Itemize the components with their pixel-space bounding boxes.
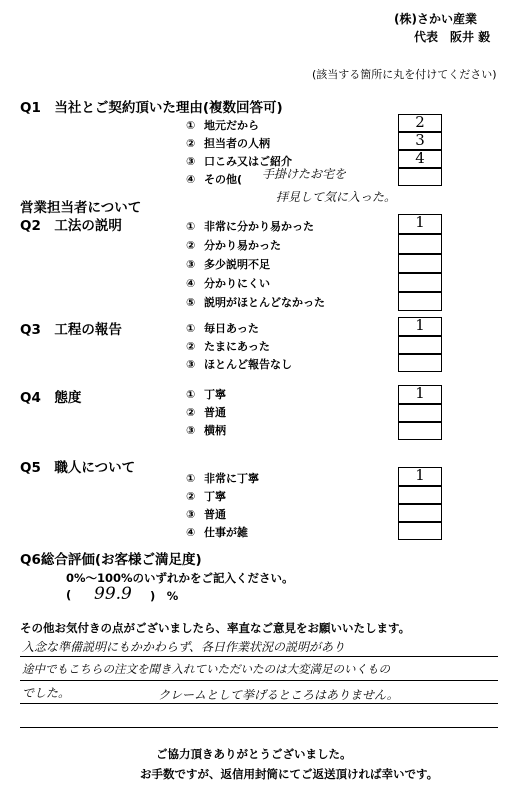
company-name: (株)さかい産業 [394, 12, 477, 26]
q4-option-2-num: ② [186, 406, 196, 419]
q2-option-5-label: 説明がほとんどなかった [204, 296, 325, 309]
q2-option-5-num: ⑤ [186, 296, 196, 309]
q6-close-paren: ) % [150, 589, 179, 603]
q2-option-2-label: 分かり易かった [204, 239, 281, 252]
q5-option-1-num: ① [186, 472, 196, 485]
q1-answer-box-4[interactable] [398, 168, 442, 186]
q5-option-4-label: 仕事が雑 [204, 526, 248, 539]
comment-text-1[interactable]: 入念な準備説明にもかかわらず、各日作業状況の説明があり [22, 640, 346, 654]
q4-option-3[interactable] [186, 422, 226, 438]
q5-option-3-label: 普通 [204, 508, 226, 521]
q2-option-1-label: 非常に分かり易かった [204, 220, 314, 233]
q3-option-2[interactable] [186, 338, 270, 354]
q3-title: Q3 工程の報告 [20, 322, 122, 338]
q5-option-1-label: 非常に丁寧 [204, 472, 259, 485]
q2-option-1[interactable] [186, 218, 314, 234]
q2-option-2[interactable] [186, 237, 281, 253]
q1-option-3-label: 口こみ又はご紹介 [204, 155, 292, 168]
q3-option-2-label: たまにあった [204, 340, 270, 353]
q3-option-1-num: ① [186, 322, 196, 335]
q1-answer-box-2[interactable]: 3 [398, 132, 442, 150]
q4-option-1[interactable] [186, 386, 226, 402]
q1-option-4-label: その他( [204, 173, 243, 186]
comment-text-2[interactable]: 途中でもこちらの注文を聞き入れていただいたのは大変満足のいくもの [22, 662, 390, 676]
comment-line-3 [20, 703, 498, 704]
q2-option-4[interactable] [186, 275, 270, 291]
comment-line-1 [20, 656, 498, 657]
q2-answer-box-3[interactable] [398, 254, 442, 273]
instruction-text: (該当する箇所に丸を付けてください) [312, 68, 497, 81]
q5-answer-box-4[interactable] [398, 522, 442, 540]
q5-option-3[interactable] [186, 506, 226, 522]
q3-answer-box-2[interactable] [398, 336, 442, 354]
q1-other-text-2: 拝見して気に入った。 [276, 190, 397, 204]
q1-option-1[interactable] [186, 117, 259, 133]
q5-option-2[interactable] [186, 488, 226, 504]
q4-answer-box-2[interactable] [398, 404, 442, 422]
q1-answer-box-1[interactable]: 2 [398, 114, 442, 132]
q4-option-3-num: ③ [186, 424, 196, 437]
q4-answer-box-1[interactable]: 1 [398, 385, 442, 404]
q1-option-2[interactable] [186, 135, 270, 151]
q1-option-4-num: ④ [186, 173, 196, 186]
q5-answer-box-2[interactable] [398, 486, 442, 504]
q1-option-1-num: ① [186, 119, 196, 132]
comment-text-4[interactable]: クレームとして挙げるところはありません。 [158, 688, 399, 702]
q5-answer-box-3[interactable] [398, 504, 442, 522]
q2-option-4-label: 分かりにくい [204, 277, 270, 290]
q5-option-4-num: ④ [186, 526, 196, 539]
q2-answer-box-4[interactable] [398, 273, 442, 292]
q4-answer-box-3[interactable] [398, 422, 442, 440]
q2-option-3-num: ③ [186, 258, 196, 271]
q3-option-3[interactable] [186, 356, 292, 372]
q2-title: Q2 工法の説明 [20, 218, 122, 234]
q5-answer-box-1[interactable]: 1 [398, 467, 442, 486]
q4-option-2-label: 普通 [204, 406, 226, 419]
q1-answer-box-3[interactable]: 4 [398, 150, 442, 168]
section-sales-rep: 営業担当者について [20, 200, 142, 216]
q4-option-1-label: 丁寧 [204, 388, 226, 401]
q2-option-1-num: ① [186, 220, 196, 233]
q5-option-1[interactable] [186, 470, 259, 486]
q1-option-3-num: ③ [186, 155, 196, 168]
q5-title: Q5 職人について [20, 460, 136, 476]
q1-option-1-label: 地元だから [204, 119, 259, 132]
q1-option-2-label: 担当者の人柄 [204, 137, 270, 150]
q2-answer-box-5[interactable] [398, 292, 442, 311]
q3-answer-box-3[interactable] [398, 354, 442, 372]
representative-name: 代表 阪井 毅 [414, 30, 491, 44]
comment-text-3[interactable]: でした。 [22, 686, 71, 700]
q3-option-1-label: 毎日あった [204, 322, 259, 335]
q1-option-4[interactable] [186, 171, 242, 187]
q2-answer-box-1[interactable]: 1 [398, 214, 442, 234]
q6-instruction: 0%～100%のいずれかをご記入ください。 [66, 571, 294, 585]
q2-option-5[interactable] [186, 294, 325, 310]
q4-option-2[interactable] [186, 404, 226, 420]
q1-other-text-1: 手掛けたお宅を [262, 167, 347, 181]
q6-title: Q6総合評価(お客様ご満足度) [20, 552, 202, 568]
q5-option-4[interactable] [186, 524, 248, 540]
q2-option-4-num: ④ [186, 277, 196, 290]
q6-satisfaction-value[interactable]: 99.9 [94, 584, 132, 604]
q2-option-2-num: ② [186, 239, 196, 252]
comments-prompt: その他お気付きの点がございましたら、率直なご意見をお願いいたします。 [20, 621, 411, 635]
q3-answer-box-1[interactable]: 1 [398, 317, 442, 336]
q1-title: Q1 当社とご契約頂いた理由(複数回答可) [20, 100, 283, 116]
q3-option-3-label: ほとんど報告なし [204, 358, 292, 371]
q5-option-2-label: 丁寧 [204, 490, 226, 503]
q3-option-3-num: ③ [186, 358, 196, 371]
q3-option-1[interactable] [186, 320, 259, 336]
comment-line-4 [20, 727, 498, 728]
q1-option-2-num: ② [186, 137, 196, 150]
q6-open-paren: ( [66, 588, 72, 602]
q2-option-3-label: 多少説明不足 [204, 258, 270, 271]
q2-answer-box-2[interactable] [398, 234, 442, 254]
q4-title: Q4 態度 [20, 390, 82, 406]
q5-option-3-num: ③ [186, 508, 196, 521]
q3-option-2-num: ② [186, 340, 196, 353]
comment-line-2 [20, 680, 498, 681]
q5-option-2-num: ② [186, 490, 196, 503]
q4-option-1-num: ① [186, 388, 196, 401]
footer-thanks: ご協力頂きありがとうございました。 [156, 747, 352, 761]
q4-option-3-label: 横柄 [204, 424, 226, 437]
q2-option-3[interactable] [186, 256, 270, 272]
footer-request: お手数ですが、返信用封筒にてご返送頂ければ幸いです。 [140, 767, 439, 781]
